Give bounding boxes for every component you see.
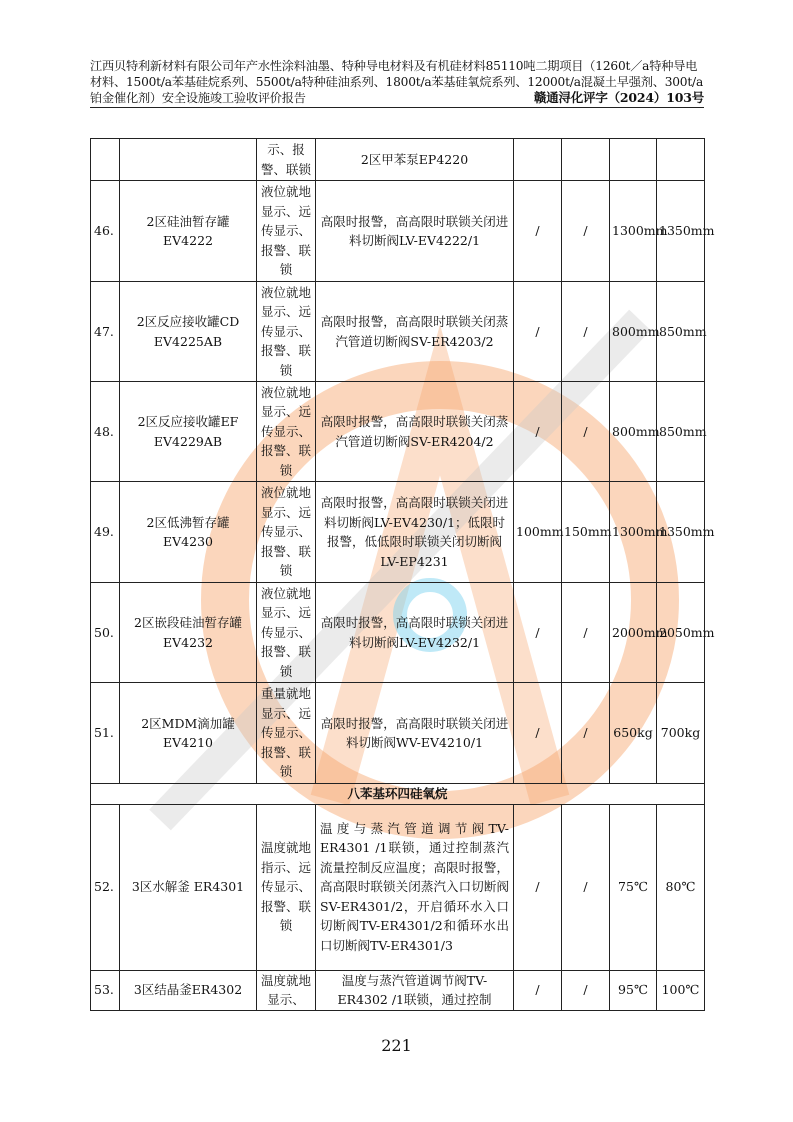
cell-type: 液位就地显示、远传显示、报警、联锁 xyxy=(257,282,316,382)
cell-c5 xyxy=(514,139,562,181)
cell-c8: 700kg xyxy=(657,683,705,784)
cell-desc: 高限时报警，高高限时联锁关闭进料切断阀WV-EV4210/1 xyxy=(316,683,514,784)
table-row xyxy=(91,583,705,683)
cell-c8 xyxy=(657,139,705,181)
table-row xyxy=(91,683,705,784)
cell-no: 47. xyxy=(91,282,120,382)
section-row xyxy=(91,784,705,805)
cell-c5: / xyxy=(514,382,562,482)
cell-c6: / xyxy=(562,804,610,970)
cell-c5: / xyxy=(514,181,562,282)
cell-name xyxy=(120,139,257,181)
cell-c8: 850mm xyxy=(657,382,705,482)
cell-c6: 150mm xyxy=(562,482,610,583)
page-number: 221 xyxy=(381,1036,412,1055)
cell-c7: 75℃ xyxy=(610,804,657,970)
cell-c5: / xyxy=(514,804,562,970)
cell-desc: 高限时报警，高高限时联锁关闭进料切断阀LV-EV4230/1；低限时报警，低低限时联锁关闭切断阀LV-EP4231 xyxy=(316,482,514,583)
cell-name: 2区低沸暂存罐EV4230 xyxy=(120,482,257,583)
table-row xyxy=(91,482,705,583)
cell-c8: 1350mm xyxy=(657,482,705,583)
cell-type: 温度就地指示、远传显示、报警、联锁 xyxy=(257,804,316,970)
cell-no: 51. xyxy=(91,683,120,784)
table-row xyxy=(91,181,705,282)
report-title: 江西贝特利新材料有限公司年产水性涂料油墨、特种导电材料及有机硅材料85110吨二期项目（1260t／a特种导电材料、1500t/a苯基硅烷系列、5500t/a特种硅油系列、1800t/a苯基硅氧烷系列、12000t/a混凝土早强剂、300t/a铂金催化剂）安全设施竣工验收评价报告 xyxy=(90,59,704,105)
cell-c7 xyxy=(610,139,657,181)
table-row xyxy=(91,282,705,382)
cell-c6: / xyxy=(562,181,610,282)
cell-c5: / xyxy=(514,583,562,683)
cell-c7: 95℃ xyxy=(610,970,657,1010)
cell-c5: / xyxy=(514,970,562,1010)
page-header xyxy=(90,58,704,106)
cell-c7: 2000mm xyxy=(610,583,657,683)
cell-c6 xyxy=(562,139,610,181)
cell-c6: / xyxy=(562,583,610,683)
cell-type: 液位就地显示、远传显示、报警、联锁 xyxy=(257,583,316,683)
cell-c6: / xyxy=(562,683,610,784)
cell-c8: 2050mm xyxy=(657,583,705,683)
cell-desc: 温度与蒸汽管道调节阀TV-ER4302 /1联锁，通过控制 xyxy=(316,970,514,1010)
cell-c7: 1300mm xyxy=(610,181,657,282)
cell-type: 液位就地显示、远传显示、报警、联锁 xyxy=(257,382,316,482)
cell-c6: / xyxy=(562,382,610,482)
section-heading: 八苯基环四硅氧烷 xyxy=(91,784,705,805)
cell-type: 液位就地显示、远传显示、报警、联锁 xyxy=(257,181,316,282)
cell-name: 2区反应接收罐EF EV4229AB xyxy=(120,382,257,482)
cell-c7: 800mm xyxy=(610,282,657,382)
cell-desc: 高限时报警，高高限时联锁关闭蒸汽管道切断阀SV-ER4203/2 xyxy=(316,282,514,382)
cell-desc: 高限时报警，高高限时联锁关闭进料切断阀LV-EV4232/1 xyxy=(316,583,514,683)
cell-c5: / xyxy=(514,282,562,382)
cell-desc: 温度与蒸汽管道调节阀TV-ER4301 /1联锁，通过控制蒸汽流量控制反应温度；高限时报警，高高限时联锁关闭蒸汽入口切断阀SV-ER4301/2，开启循环水入口切断阀TV-ER4301/2和循环水出口切断阀TV-ER4301/3 xyxy=(316,804,514,970)
cell-name: 2区MDM滴加罐EV4210 xyxy=(120,683,257,784)
cell-c5: / xyxy=(514,683,562,784)
cell-desc: 高限时报警，高高限时联锁关闭进料切断阀LV-EV4222/1 xyxy=(316,181,514,282)
cell-desc: 2区甲苯泵EP4220 xyxy=(316,139,514,181)
cell-c5: 100mm xyxy=(514,482,562,583)
report-reference: 赣通浔化评字（2024）103号 xyxy=(533,90,704,105)
cell-c8: 80℃ xyxy=(657,804,705,970)
cell-type: 液位就地显示、远传显示、报警、联锁 xyxy=(257,482,316,583)
cell-desc: 高限时报警，高高限时联锁关闭蒸汽管道切断阀SV-ER4204/2 xyxy=(316,382,514,482)
header-rule xyxy=(90,107,704,108)
table-row xyxy=(91,139,705,181)
cell-c6: / xyxy=(562,970,610,1010)
cell-c7: 650kg xyxy=(610,683,657,784)
cell-c8: 850mm xyxy=(657,282,705,382)
cell-type: 温度就地显示、 xyxy=(257,970,316,1010)
cell-c8: 100℃ xyxy=(657,970,705,1010)
cell-name: 2区反应接收罐CD EV4225AB xyxy=(120,282,257,382)
table-row xyxy=(91,804,705,970)
interlock-table xyxy=(90,138,715,1011)
cell-type: 重量就地显示、远传显示、报警、联锁 xyxy=(257,683,316,784)
cell-c6: / xyxy=(562,282,610,382)
cell-name: 2区硅油暂存罐EV4222 xyxy=(120,181,257,282)
table-row xyxy=(91,382,705,482)
cell-c8: 1350mm xyxy=(657,181,705,282)
cell-c7: 1300mm xyxy=(610,482,657,583)
cell-no: 50. xyxy=(91,583,120,683)
cell-c7: 800mm xyxy=(610,382,657,482)
cell-no: 53. xyxy=(91,970,120,1010)
cell-no: 49. xyxy=(91,482,120,583)
cell-no xyxy=(91,139,120,181)
cell-no: 46. xyxy=(91,181,120,282)
cell-no: 52. xyxy=(91,804,120,970)
table-row xyxy=(91,970,705,1010)
cell-name: 2区嵌段硅油暂存罐EV4232 xyxy=(120,583,257,683)
cell-no: 48. xyxy=(91,382,120,482)
cell-name: 3区结晶釜ER4302 xyxy=(120,970,257,1010)
cell-type: 示、报警、联锁 xyxy=(257,139,316,181)
cell-name: 3区水解釜 ER4301 xyxy=(120,804,257,970)
